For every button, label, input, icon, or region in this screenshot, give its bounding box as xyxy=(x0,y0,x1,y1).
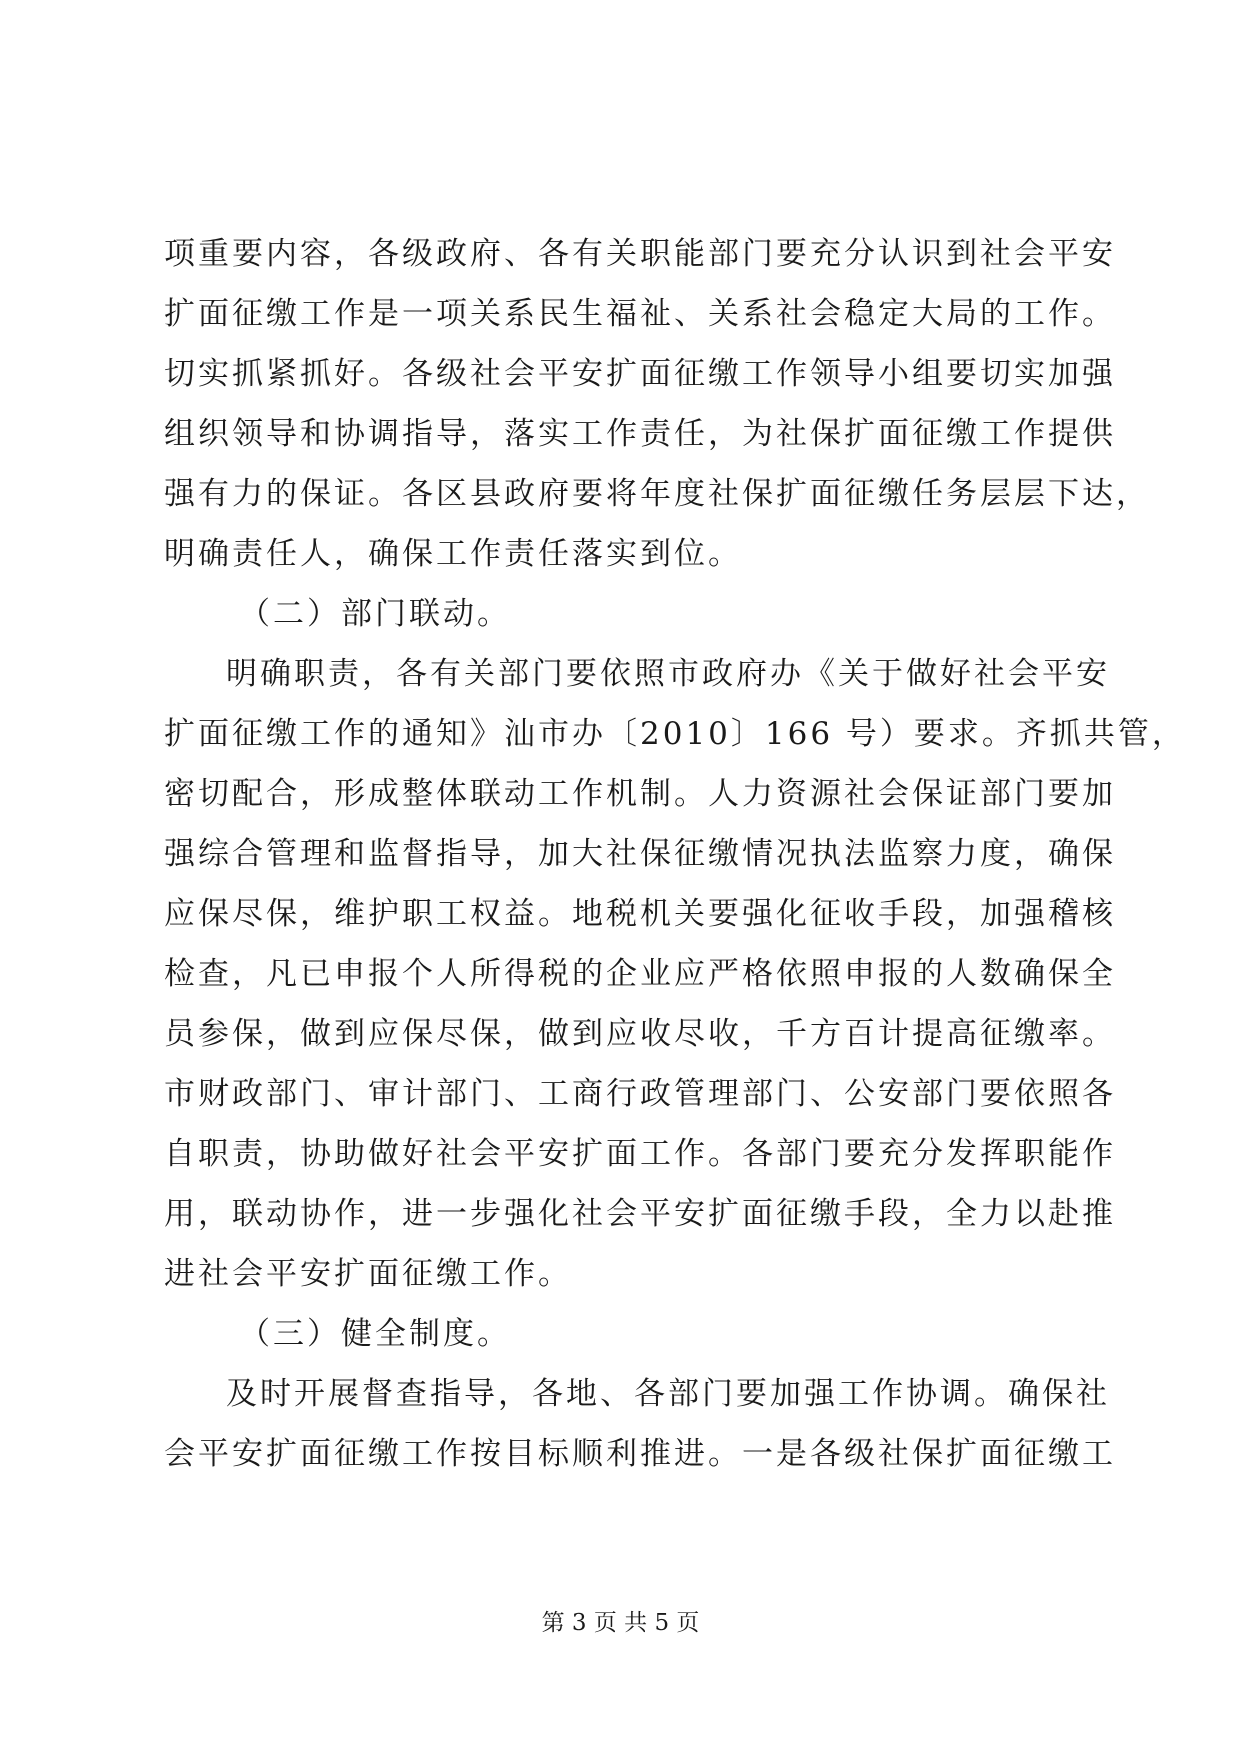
body-line: 员参保，做到应保尽保，做到应收尽收，千方百计提高征缴率。 xyxy=(164,1016,1116,1052)
body-line: 用，联动协作，进一步强化社会平安扩面征缴手段，全力以赴推 xyxy=(164,1196,1116,1232)
body-line: 组织领导和协调指导，落实工作责任，为社保扩面征缴工作提供 xyxy=(164,416,1116,452)
paragraph-first-line: 及时开展督查指导，各地、各部门要加强工作协调。确保社 xyxy=(226,1376,1110,1412)
body-line: 自职责，协助做好社会平安扩面工作。各部门要充分发挥职能作 xyxy=(164,1136,1116,1172)
body-line: 项重要内容，各级政府、各有关职能部门要充分认识到社会平安 xyxy=(164,236,1116,272)
section-heading: （三）健全制度。 xyxy=(239,1316,511,1352)
body-line: 检查，凡已申报个人所得税的企业应严格依照申报的人数确保全 xyxy=(164,956,1116,992)
body-line: 明确责任人，确保工作责任落实到位。 xyxy=(164,536,742,572)
body-line: 扩面征缴工作是一项关系民生福祉、关系社会稳定大局的工作。 xyxy=(164,296,1116,332)
body-line: 密切配合，形成整体联动工作机制。人力资源社会保证部门要加 xyxy=(164,776,1116,812)
body-line: 切实抓紧抓好。各级社会平安扩面征缴工作领导小组要切实加强 xyxy=(164,356,1116,392)
section-heading: （二）部门联动。 xyxy=(239,596,511,632)
document-body xyxy=(164,224,1186,1484)
page-footer: 第 3 页 共 5 页 xyxy=(541,1610,700,1636)
body-line: 应保尽保，维护职工权益。地税机关要强化征收手段，加强稽核 xyxy=(164,896,1116,932)
body-line: 进社会平安扩面征缴工作。 xyxy=(164,1256,572,1292)
body-line: 强综合管理和监督指导，加大社保征缴情况执法监察力度，确保 xyxy=(164,836,1116,872)
paragraph-first-line: 明确职责，各有关部门要依照市政府办《关于做好社会平安 xyxy=(226,656,1110,692)
body-line: 强有力的保证。各区县政府要将年度社保扩面征缴任务层层下达， xyxy=(164,476,1150,512)
body-line: 市财政部门、审计部门、工商行政管理部门、公安部门要依照各 xyxy=(164,1076,1116,1112)
body-line: 会平安扩面征缴工作按目标顺利推进。一是各级社保扩面征缴工 xyxy=(164,1436,1116,1472)
body-line: 扩面征缴工作的通知》汕市办〔2010〕166 号）要求。齐抓共管， xyxy=(164,716,1186,752)
